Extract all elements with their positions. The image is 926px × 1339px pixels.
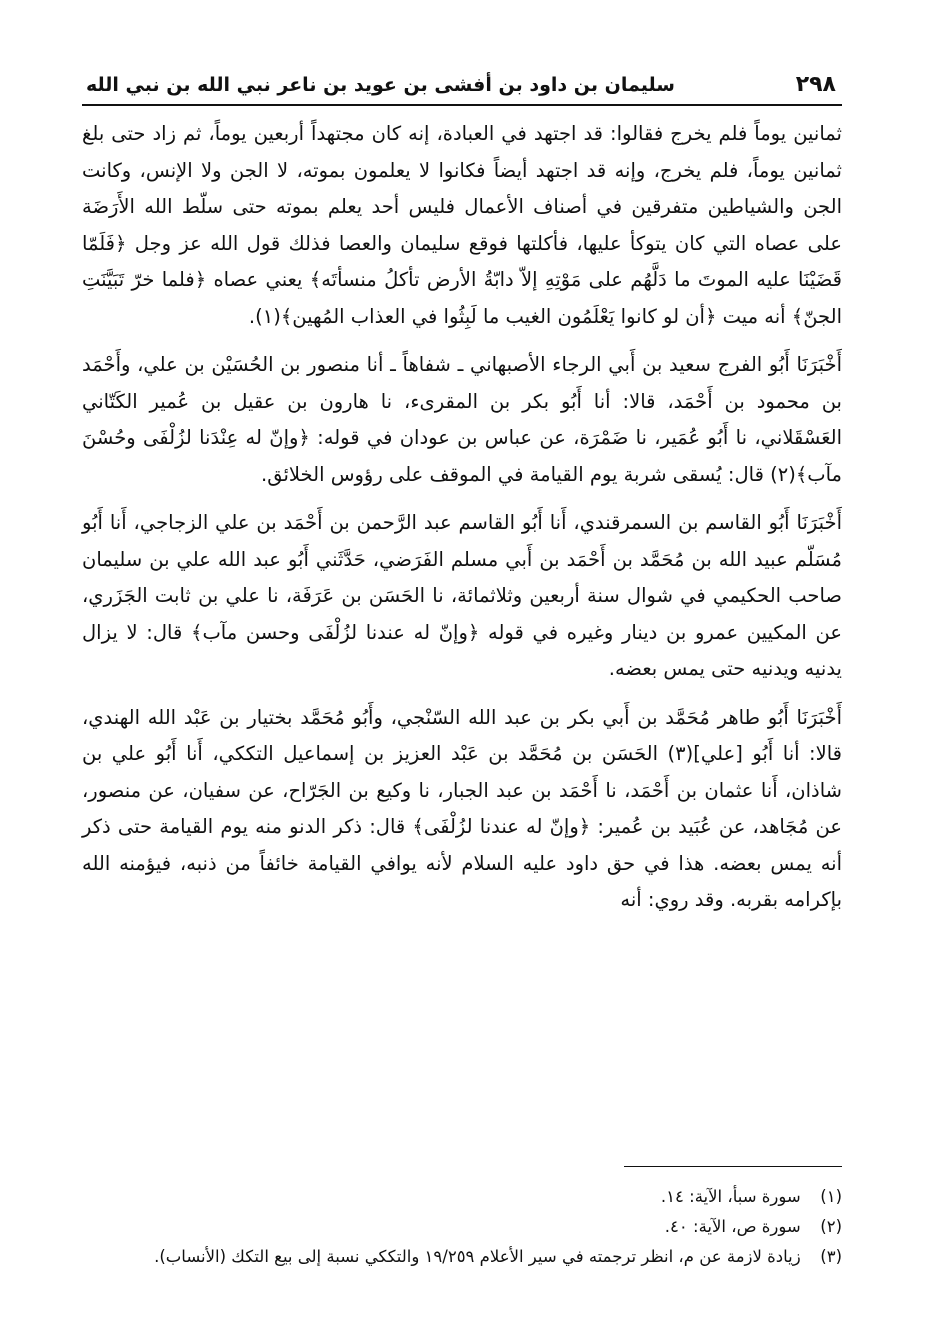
footnote-3	[82, 1242, 842, 1272]
footnote-text: سورة ص، الآية: ٤٠.	[664, 1217, 801, 1236]
header-divider	[82, 104, 842, 106]
footnote-number: (١)	[820, 1187, 842, 1206]
footnote-text: سورة سبأ، الآية: ١٤.	[660, 1187, 801, 1206]
footnote-1	[82, 1182, 842, 1212]
footnote-number: (٣)	[820, 1247, 842, 1266]
page-header	[82, 62, 842, 102]
page-number: ٢٩٨	[795, 72, 836, 97]
footnote-2	[82, 1212, 842, 1242]
paragraph-4: أَخْبَرَنَا أَبُو طاهر مُحَمَّد بن أَبي بكر بن عبد الله السّنْجي، وأَبُو مُحَمَّد بختيار بن عَبْد الله الهندي، قالا: أنا أَبُو [علي](٣) الحَسَن بن مُحَمَّد بن عَبْد العزيز بن إسماعيل التككي، أَنا أَبُو علي بن شاذان، أَنا عثمان بن أَحْمَد، نا أَحْمَد بن عبد الجبار، نا وكيع بن الجَرّاح، عن سفيان، عن منصور، عن مُجَاهد، عن عُبَيد بن عُمير: ﴿وإنّ له عندنا لزُلْفَى﴾ قال: ذكر الدنو منه يوم القيامة حتى ذكر أنه يمس بعضه. هذا في حق داود عليه السلام لأنه يوافي القيامة خائفاً من ذنبه، فيؤمنه الله بإكرامه بقربه. وقد روي: أنه	[82, 705, 842, 911]
footnotes	[82, 1182, 842, 1272]
main-text	[82, 116, 842, 931]
footnote-number: (٢)	[820, 1217, 842, 1236]
paragraph-3: أَخْبَرَنَا أَبُو القاسم بن السمرقندي، أَنا أَبُو القاسم عبد الرَّحمن بن أَحْمَد بن علي الزجاجي، أَنا أَبُو مُسَلّم عبيد الله بن مُحَمَّد بن أَحْمَد بن أَبي مسلم الفَرَضي، حَدَّثَني أَبُو عبد الله علي بن سليمان صاحب الحكيمي في شوال سنة أربعين وثلاثمائة، نا الحَسَن بن عَرَفَة، نا علي بن ثابت الجَزَري، عن المكيين عمرو بن دينار وغيره في قوله ﴿وإنّ له عندنا لزُلْفَى وحسن مآب﴾ قال: لا يزال يدنيه ويدنيه حتى يمس بعضه.	[82, 511, 842, 680]
running-title: سليمان بن داود بن أفشى بن عويد بن ناعر نبي الله بن نبي الله	[86, 74, 675, 96]
paragraph-1: ثمانين يوماً فلم يخرج فقالوا: قد اجتهد في العبادة، إنه كان مجتهداً أربعين يوماً، ثم زاد حتى بلغ ثمانين يوماً، فلم يخرج، وإنه قد اجتهد أيضاً فكانوا لا يعلمون بموته، لا الجن ولا الإنس، وكانت الجن والشياطين متفرقين في أصناف الأعمال فليس أحد يعلم بموته حتى سلّط الله الأَرَضَة على عصاه التي كان يتوكأ عليها، فأكلتها فوقع سليمان والعصا فذلك قول الله عز وجل ﴿فَلَمّا قَضَيْنَا عليه الموتَ ما دَلَّهُم على مَوْتِهِ إلاّ دابّةُ الأرض تأكلُ منسأتَه﴾ يعني عصاه ﴿فلما خرّ تَبَيَّنَتِ الجنّ﴾ أنه ميت ﴿أن لو كانوا يَعْلَمُون الغيب ما لَبِثُوا في العذاب المُهين﴾(١).	[82, 122, 842, 328]
paragraph-2: أَخْبَرَنَا أَبُو الفرج سعيد بن أَبي الرجاء الأصبهاني ـ شفاهاً ـ أنا منصور بن الحُسَيْن بن علي، وأَحْمَد بن محمود بن أَحْمَد، قالا: أنا أَبُو بكر بن المقرىء، نا هارون بن عقيل بن عُمير الكَتّاني العَسْقَلاني، نا أَبُو عُمَير، نا ضَمْرَة، عن عباس بن عودان في قوله: ﴿وإنّ له عِنْدَنا لزُلْفَى وحُسْنَ مآب﴾(٢) قال: يُسقى شربة يوم القيامة في الموقف على رؤوس الخلائق.	[82, 353, 842, 486]
footnote-text: زيادة لازمة عن م، انظر ترجمته في سير الأعلام ١٩/٢٥٩ والتككي نسبة إلى بيع التكك (الأنساب).	[154, 1247, 801, 1266]
footnote-divider	[624, 1166, 842, 1167]
